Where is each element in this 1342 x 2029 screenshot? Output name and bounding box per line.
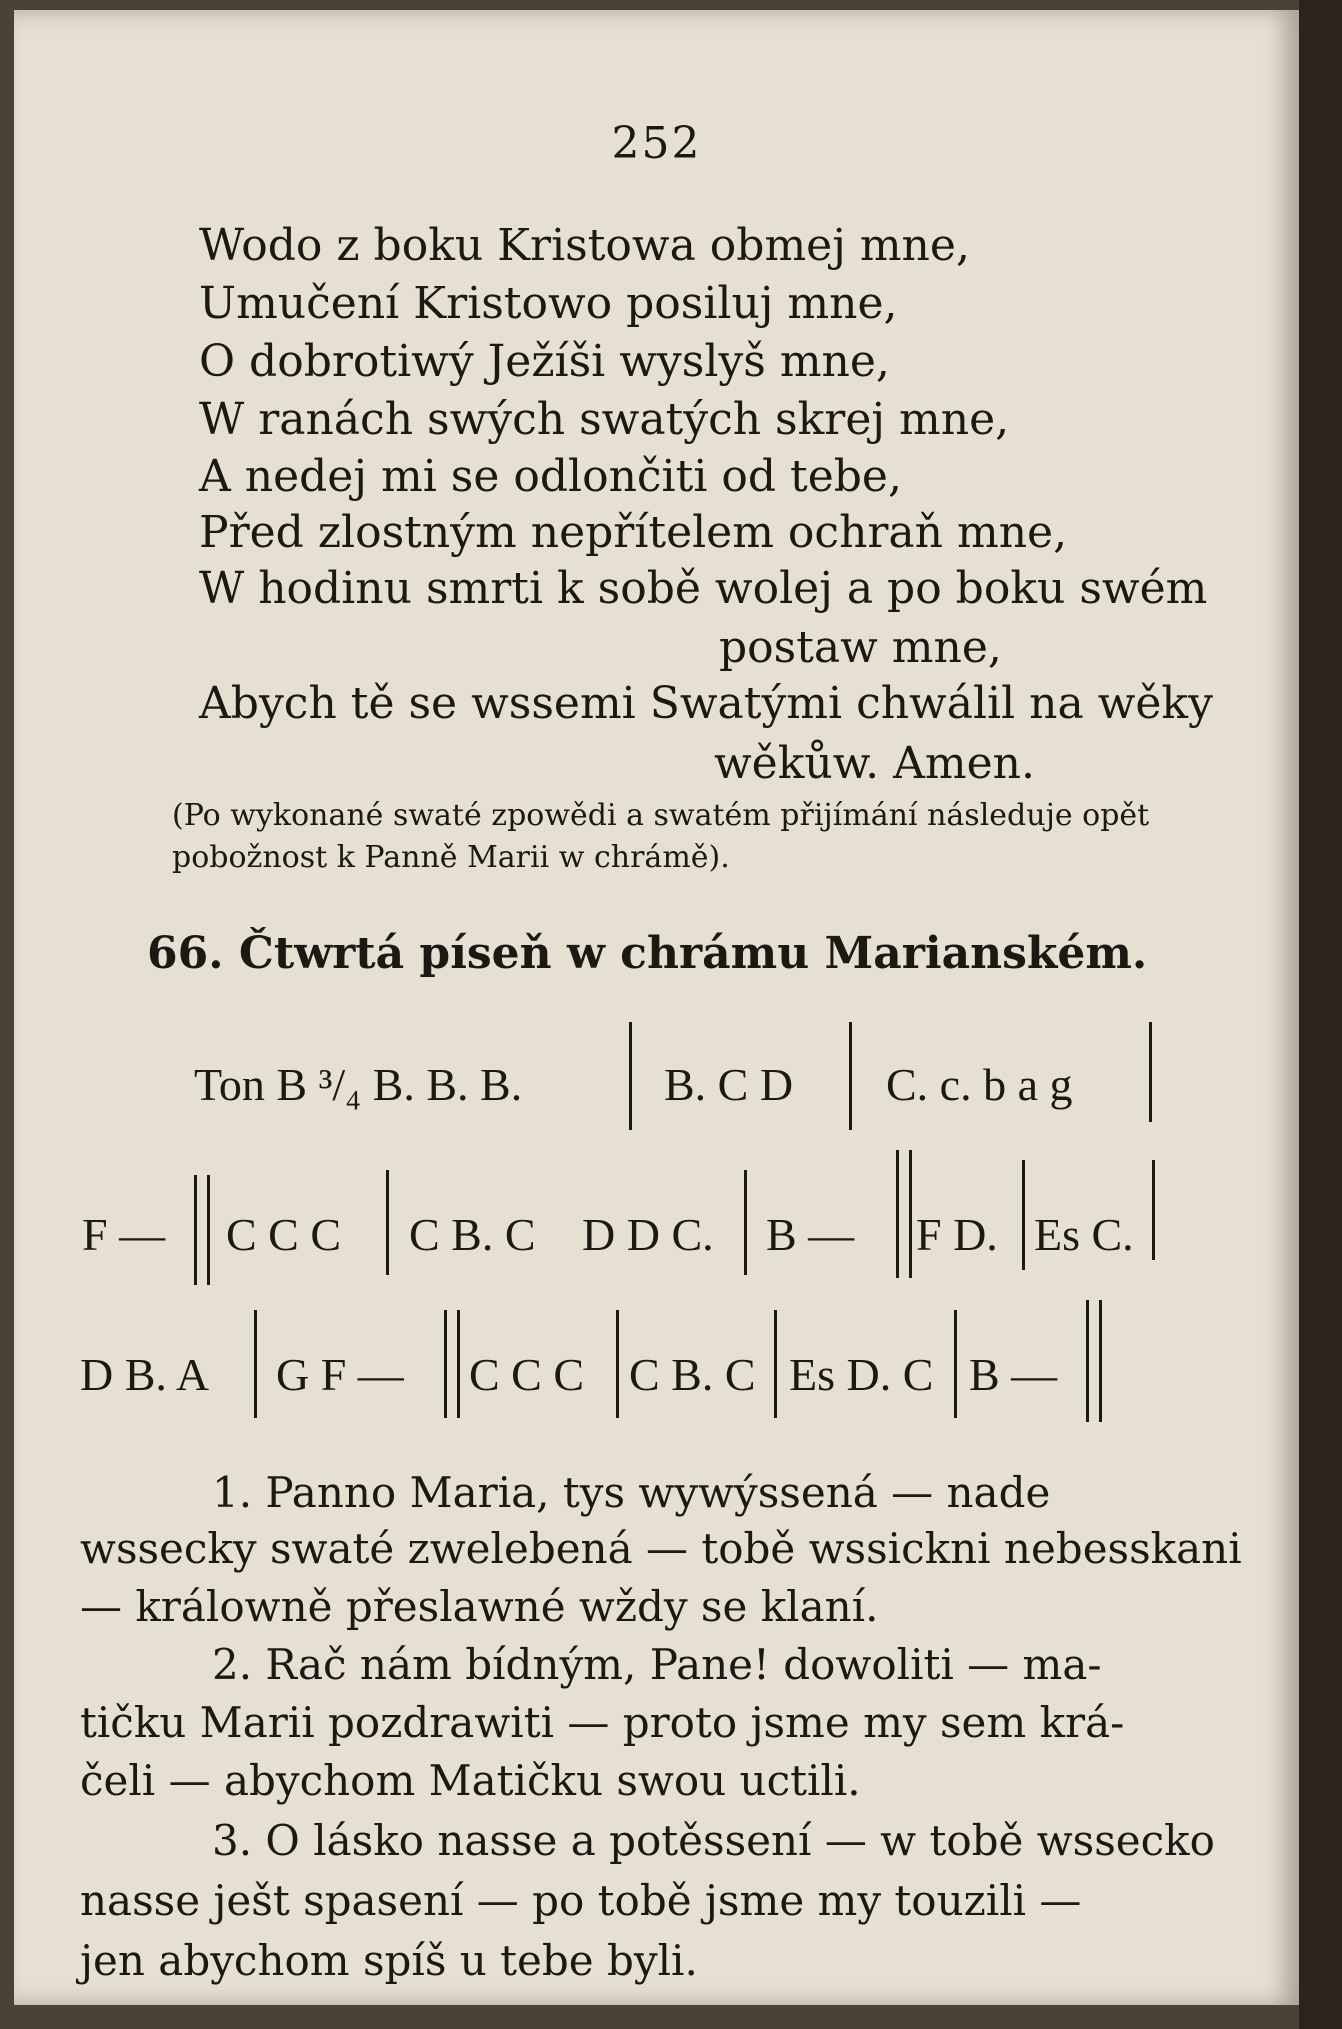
rubric-note-line: pobožnost k Panně Marii w chrámě).: [172, 840, 730, 875]
verse-line: čeli — abychom Matičku swou uctili.: [80, 1756, 861, 1805]
bar-line: [1022, 1160, 1025, 1270]
prayer-line: Před zlostným nepřítelem ochraň mne,: [199, 507, 1068, 558]
melody-segment: C B. C: [409, 1209, 536, 1260]
verse-line: nasse ješt spasení — po tobě jsme my touzili —: [80, 1876, 1082, 1925]
double-bar-line: [896, 1150, 912, 1278]
melody-segment: F —: [82, 1209, 166, 1260]
bar-line: [629, 1022, 632, 1130]
double-bar-line: [1086, 1300, 1102, 1422]
bar-line: [954, 1310, 957, 1418]
bar-line: [254, 1310, 257, 1418]
verse-line: jen abychom spíš u tebe byli.: [80, 1936, 698, 1985]
melody-segment: B —: [969, 1349, 1058, 1400]
verse-line: wssecky swaté zwelebená — tobě wssickni nebesskani: [80, 1524, 1242, 1573]
melody-segment: Es D. C: [789, 1349, 934, 1400]
melody-segment: D B. A: [80, 1349, 210, 1400]
double-bar-line: [444, 1310, 460, 1418]
prayer-line-continued: postaw mne,: [719, 622, 1002, 673]
verse-line: — králowně přeslawné wždy se klaní.: [80, 1582, 879, 1631]
melody-segment: D D C.: [582, 1209, 714, 1260]
melody-segment: B —: [766, 1209, 855, 1260]
melody-segment: F D.: [916, 1209, 998, 1260]
page-number: 252: [611, 118, 702, 169]
prayer-line: O dobrotiwý Ježíši wyslyš mne,: [199, 336, 890, 387]
melody-segment: G F —: [276, 1349, 404, 1400]
book-page: [14, 10, 1299, 2005]
bar-line: [774, 1310, 777, 1418]
bar-line: [1152, 1160, 1155, 1260]
bar-line: [744, 1170, 747, 1275]
prayer-line: W hodinu smrti k sobě wolej a po boku swém: [199, 563, 1208, 614]
melody-segment: C. c. b a g: [886, 1059, 1073, 1110]
verse-line: tičku Marii pozdrawiti — proto jsme my sem krá-: [80, 1698, 1125, 1747]
melody-segment: C C C: [469, 1349, 585, 1400]
prayer-line: W ranách swých swatých skrej mne,: [199, 394, 1010, 445]
prayer-line: Umučení Kristowo posiluj mne,: [199, 278, 898, 329]
melody-segment: C B. C: [629, 1349, 756, 1400]
bar-line: [386, 1170, 389, 1275]
melody-segment: C C C: [226, 1209, 342, 1260]
prayer-line: Wodo z boku Kristowa obmej mne,: [199, 220, 970, 271]
book-spine-shadow: [1299, 0, 1342, 2029]
melody-segment: B. C D: [664, 1059, 794, 1110]
verse-line: 3. O lásko nasse a potěssení — w tobě wssecko: [212, 1816, 1215, 1865]
bar-line: [616, 1310, 619, 1418]
prayer-line: Abych tě se wssemi Swatými chwálil na wěky: [199, 678, 1213, 729]
melody-segment: Ton B ³/₄ B. B. B.: [194, 1059, 523, 1110]
double-bar-line: [194, 1175, 210, 1285]
rubric-note-line: (Po wykonané swaté zpowědi a swatém přijímání následuje opět: [172, 798, 1150, 833]
prayer-line-continued: wěkůw. Amen.: [714, 738, 1035, 789]
prayer-line: A nedej mi se odlončiti od tebe,: [199, 451, 902, 502]
melody-segment: Es C.: [1034, 1209, 1134, 1260]
verse-line: 2. Rač nám bídným, Pane! dowoliti — ma-: [212, 1640, 1102, 1689]
verse-line: 1. Panno Maria, tys wywýssená — nade: [212, 1468, 1051, 1517]
bar-line: [849, 1022, 852, 1130]
hymn-heading: 66. Čtwrtá píseň w chrámu Marianském.: [147, 928, 1148, 979]
bar-line: [1149, 1022, 1152, 1122]
